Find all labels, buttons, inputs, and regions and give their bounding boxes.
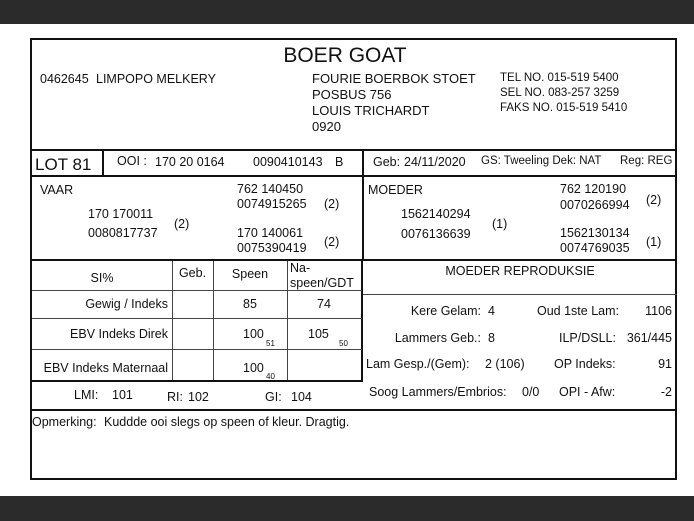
repro-label: Soog Lammers/Embrios: (369, 385, 507, 399)
reg-info: Reg: REG (620, 155, 673, 167)
vaar-a-count: (2) (324, 197, 340, 211)
moeder-c2: 0074769035 (560, 241, 630, 255)
repro-value: 4 (488, 304, 495, 318)
geb-label: Geb: (373, 155, 401, 169)
vaar-b1: 170 170011 (88, 207, 154, 221)
repro-label: Oud 1ste Lam: (537, 304, 619, 318)
si-row-speen: 85 (243, 297, 257, 311)
si-row-naspeen: 74 (317, 297, 331, 311)
pedigree-divider (362, 177, 364, 259)
vaar-c1: 170 140061 (237, 226, 304, 240)
ri-value: 102 (188, 390, 209, 404)
si-row-speen: 100 (243, 361, 264, 375)
vaar-c2: 0075390419 (237, 241, 307, 255)
repro-value: 8 (488, 331, 495, 345)
naspeen-header-1: Na- (290, 261, 311, 275)
naspeen-header-2: speen/GDT (290, 276, 354, 290)
moeder-b-count: (1) (492, 217, 508, 231)
pedigree-bottom-divider (30, 259, 677, 261)
vaar-a1: 762 140450 (237, 182, 304, 196)
moeder-a2: 0070266994 (560, 198, 630, 212)
geb-divider (362, 151, 364, 175)
repro-label: ILP/DSLL: (559, 331, 616, 345)
opmerking-text: Kuddde ooi slegs op speen of kleur. Dragtig. (104, 415, 350, 429)
si-row-naspeen-sub: 50 (339, 339, 348, 348)
lot-number: LOT 81 (35, 155, 92, 174)
contact-faks: FAKS NO. 015-519 5410 (500, 102, 628, 114)
si-row-label: EBV Indeks Direk (70, 327, 168, 341)
geb-header: Geb. (178, 266, 207, 280)
indices-bottom-divider (30, 409, 677, 411)
opmerking-label: Opmerking: (32, 415, 97, 429)
si-row-label: EBV Indeks Maternaal (43, 361, 168, 375)
vaar-label: VAAR (40, 183, 74, 197)
gi-value: 104 (291, 390, 312, 404)
repro-label: Lammers Geb.: (394, 331, 481, 345)
moeder-a-count: (2) (646, 193, 662, 207)
ooi-grade: B (335, 155, 344, 169)
repro-value: 1106 (645, 304, 672, 318)
ri-label: RI: (167, 390, 183, 404)
si-row-naspeen: 105 (308, 327, 329, 341)
moeder-b1: 1562140294 (401, 207, 471, 221)
ooi-number: 170 20 0164 (155, 155, 225, 169)
repro-value: 361/445 (626, 331, 672, 345)
owner-code: 0462645 (40, 72, 89, 86)
repro-label: OP Indeks: (554, 357, 616, 371)
si-row-speen: 100 (243, 327, 264, 341)
contact-sel: SEL NO. 083-257 3259 (500, 87, 620, 99)
gs-info: GS: Tweeling Dek: NAT (481, 155, 602, 167)
lot-row-divider (30, 175, 677, 177)
contact-tel: TEL NO. 015-519 5400 (500, 72, 619, 84)
page-title: BOER GOAT (283, 44, 407, 67)
gi-label: GI: (265, 390, 282, 404)
header-divider (30, 149, 677, 151)
breeder-line-4: 0920 (312, 119, 341, 134)
si-row-label: Gewig / Indeks (85, 297, 168, 311)
moeder-label: MOEDER (368, 183, 423, 197)
owner-name: LIMPOPO MELKERY (96, 72, 216, 86)
lmi-label: LMI: (74, 388, 99, 402)
lmi-value: 101 (112, 388, 133, 402)
repro-value: -2 (660, 385, 672, 399)
geb-date: 24/11/2020 (404, 155, 466, 169)
breeder-line-3: LOUIS TRICHARDT (312, 103, 430, 118)
moeder-a1: 762 120190 (560, 182, 627, 196)
repro-value: 91 (658, 357, 672, 371)
reproduksie-title-divider (363, 294, 677, 295)
vaar-c-count: (2) (324, 235, 340, 249)
vaar-b-count: (2) (174, 217, 190, 231)
lot-card (0, 24, 694, 496)
ooi-id: 0090410143 (253, 155, 323, 169)
moeder-c-count: (1) (646, 235, 662, 249)
repro-label: Kere Gelam: (410, 304, 481, 318)
repro-label: Lam Gesp./(Gem): (366, 357, 470, 371)
repro-value: 2 (106) (485, 357, 525, 371)
repro-label: OPI - Afw: (559, 385, 616, 399)
si-header: SI% (90, 271, 114, 285)
lot-divider (102, 151, 104, 175)
breeder-line-1: FOURIE BOERBOK STOET (312, 71, 476, 86)
si-row-speen-sub: 51 (266, 339, 275, 348)
si-row-speen-sub: 40 (266, 372, 275, 381)
reproduksie-title: MOEDER REPRODUKSIE (445, 264, 595, 278)
ooi-label: OOI : (117, 154, 147, 168)
vaar-a2: 0074915265 (237, 197, 307, 211)
moeder-c1: 1562130134 (560, 226, 630, 240)
speen-header: Speen (231, 267, 269, 281)
moeder-b2: 0076136639 (401, 227, 471, 241)
breeder-line-2: POSBUS 756 (312, 87, 392, 102)
repro-value: 0/0 (522, 385, 540, 399)
vaar-b2: 0080817737 (88, 226, 158, 240)
